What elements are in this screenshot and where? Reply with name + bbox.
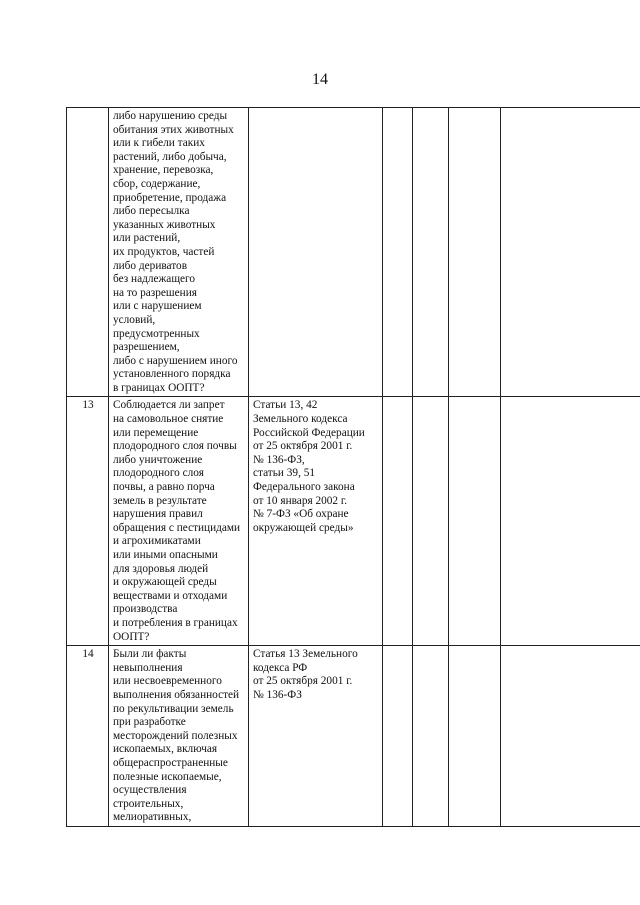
answer-not-applicable-cell (449, 646, 501, 827)
legal-reference-cell: Статья 13 Земельного кодекса РФ от 25 октября 2001 г. № 136-ФЗ (249, 646, 383, 827)
row-number-cell: 13 (67, 397, 109, 646)
answer-yes-cell (383, 646, 413, 827)
row-number-cell: 14 (67, 646, 109, 827)
question-cell: Соблюдается ли запрет на самовольное снятие или перемещение плодородного слоя почвы либо уничтожение плодородного слоя почвы, а равно порча земель в результате нарушения правил обращения с пестицидами и агрохимикатами или иными опасными для здоровья людей и окружающей среды веществами и отходами производства и потребления в границах ООПТ? (109, 397, 249, 646)
table-row (67, 108, 640, 397)
answer-not-applicable-cell (449, 397, 501, 646)
table-row (67, 397, 640, 646)
notes-cell (501, 108, 640, 397)
legal-reference-cell: Статьи 13, 42 Земельного кодекса Российской Федерации от 25 октября 2001 г. № 136-ФЗ, статьи 39, 51 Федерального закона от 10 января 2002 г. № 7-ФЗ «Об охране окружающей среды» (249, 397, 383, 646)
answer-yes-cell (383, 108, 413, 397)
question-cell: либо нарушению среды обитания этих животных или к гибели таких растений, либо добыча, хранение, перевозка, сбор, содержание, приобретение, продажа либо пересылка указанных животных или растений, их продуктов, частей либо дериватов без надлежащего на то разрешения или с нарушением условий, предусмотренных разрешением, либо с нарушением иного установленного порядка в границах ООПТ? (109, 108, 249, 397)
question-cell: Были ли факты невыполнения или несвоевременного выполнения обязанностей по рекультивации земель при разработке месторождений полезных ископаемых, включая общераспространенные полезные ископаемые, осуществления строительных, мелиоративных, (109, 646, 249, 827)
notes-cell (501, 646, 640, 827)
notes-cell (501, 397, 640, 646)
legal-reference-cell (249, 108, 383, 397)
row-number-cell (67, 108, 109, 397)
answer-no-cell (413, 108, 449, 397)
page-number: 14 (312, 71, 328, 88)
table-row (67, 646, 640, 827)
checklist-table (66, 107, 640, 827)
answer-yes-cell (383, 397, 413, 646)
answer-no-cell (413, 646, 449, 827)
answer-not-applicable-cell (449, 108, 501, 397)
answer-no-cell (413, 397, 449, 646)
